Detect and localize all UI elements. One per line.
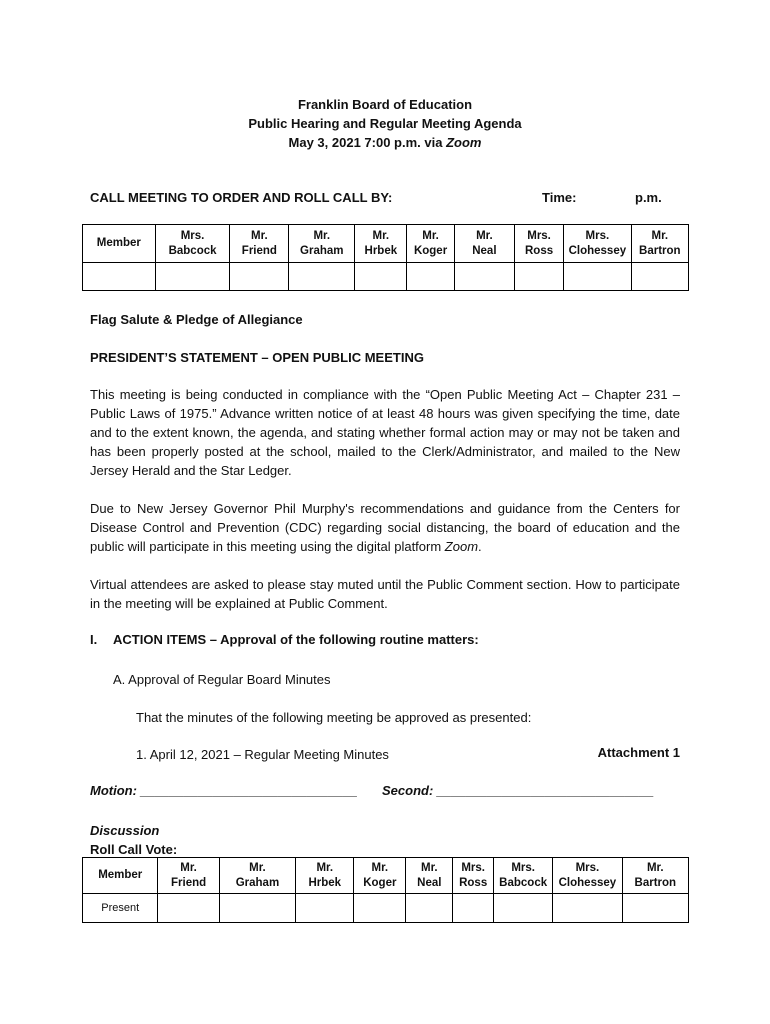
member-clohessey: Mrs. Clohessey [553, 858, 622, 894]
vote-cell[interactable] [158, 894, 219, 923]
flag-salute-heading: Flag Salute & Pledge of Allegiance [90, 312, 303, 327]
member-hrbek: Mr. Hrbek [355, 225, 407, 263]
member-koger: Mr. Koger [354, 858, 406, 894]
member-ross: Mrs. Ross [515, 225, 564, 263]
compliance-paragraph: This meeting is being conducted in compliance with the “Open Public Meeting Act – Chapter 231 – Public Laws of 1975.” Advance written notice of at least 48 hours was given specifying the time, date and to the extent known, the agenda, and stating whether formal action may or may not be taken and has been properly posted at the school, mailed to the Clerk/Administrator, and mailed to the New Jersey Herald and the Star Ledger. [90, 387, 680, 478]
member-koger: Mr. Koger [407, 225, 454, 263]
vote-cell[interactable] [553, 894, 622, 923]
minutes-item-1: 1. April 12, 2021 – Regular Meeting Minutes [136, 747, 389, 762]
second-label: Second: ______________________________ [382, 783, 654, 798]
roll-cell[interactable] [454, 263, 514, 291]
vote-cell[interactable] [494, 894, 553, 923]
member-friend: Mr. Friend [158, 858, 219, 894]
roll-cell[interactable] [155, 263, 230, 291]
member-babcock: Mrs. Babcock [494, 858, 553, 894]
motion-row [90, 783, 690, 798]
zoom-label: Zoom [446, 135, 482, 150]
member-neal: Mr. Neal [454, 225, 514, 263]
board-name: Franklin Board of Education [297, 97, 473, 112]
agenda-title: Public Hearing and Regular Meeting Agenda [248, 116, 522, 131]
roll-cell[interactable] [83, 263, 156, 291]
motion-label: Motion: ______________________________ [90, 783, 358, 798]
meeting-date: May 3, 2021 7:00 p.m. via Zoom [288, 135, 482, 150]
roll-cell[interactable] [631, 263, 688, 291]
subsection-a: A. Approval of Regular Board Minutes [113, 672, 331, 687]
roll-cell[interactable] [515, 263, 564, 291]
member-hrbek: Mr. Hrbek [296, 858, 354, 894]
member-neal: Mr. Neal [406, 858, 453, 894]
call-to-order-row [90, 190, 690, 208]
member-header: Member [83, 858, 158, 894]
minutes-resolution: That the minutes of the following meeting be approved as presented: [136, 710, 532, 725]
present-row-label: Present [83, 894, 158, 923]
roll-cell[interactable] [407, 263, 454, 291]
roll-call-vote-label: Roll Call Vote: [90, 842, 178, 857]
president-statement-heading: PRESIDENT’S STATEMENT – OPEN PUBLIC MEETING [90, 350, 424, 365]
section-number: I. [90, 632, 98, 647]
roll-cell[interactable] [564, 263, 632, 291]
roll-cell[interactable] [230, 263, 289, 291]
vote-cell[interactable] [219, 894, 296, 923]
discussion-label: Discussion [90, 823, 160, 838]
attachment-label: Attachment 1 [597, 745, 680, 760]
time-label: Time: [542, 190, 577, 205]
call-to-order-label: CALL MEETING TO ORDER AND ROLL CALL BY: [90, 190, 393, 205]
member-clohessey: Mrs. Clohessey [564, 225, 632, 263]
covid-paragraph: Due to New Jersey Governor Phil Murphy's recommendations and guidance from the Centers for Disease Control and Prevention (CDC) regarding social distancing, the board of education and the public will participate in this meeting using the digital platform Zoom. [90, 501, 680, 554]
roll-cell[interactable] [355, 263, 407, 291]
member-friend: Mr. Friend [230, 225, 289, 263]
vote-cell[interactable] [406, 894, 453, 923]
document-header [0, 95, 770, 152]
member-bartron: Mr. Bartron [622, 858, 688, 894]
zoom-platform-label: Zoom [444, 539, 479, 554]
vote-cell[interactable] [354, 894, 406, 923]
member-ross: Mrs. Ross [453, 858, 494, 894]
member-babcock: Mrs. Babcock [155, 225, 230, 263]
roll-call-vote-table [82, 857, 689, 923]
vote-cell[interactable] [453, 894, 494, 923]
virtual-attendees-paragraph: Virtual attendees are asked to please stay muted until the Public Comment section. How to participate in the meeting will be explained at Public Comment. [90, 577, 680, 611]
member-header: Member [83, 225, 156, 263]
roll-call-table [82, 224, 689, 291]
action-items-heading: ACTION ITEMS – Approval of the following routine matters: [113, 632, 479, 647]
member-graham: Mr. Graham [289, 225, 355, 263]
vote-cell[interactable] [622, 894, 688, 923]
member-bartron: Mr. Bartron [631, 225, 688, 263]
member-graham: Mr. Graham [219, 858, 296, 894]
pm-label: p.m. [635, 190, 662, 205]
vote-cell[interactable] [296, 894, 354, 923]
roll-cell[interactable] [289, 263, 355, 291]
